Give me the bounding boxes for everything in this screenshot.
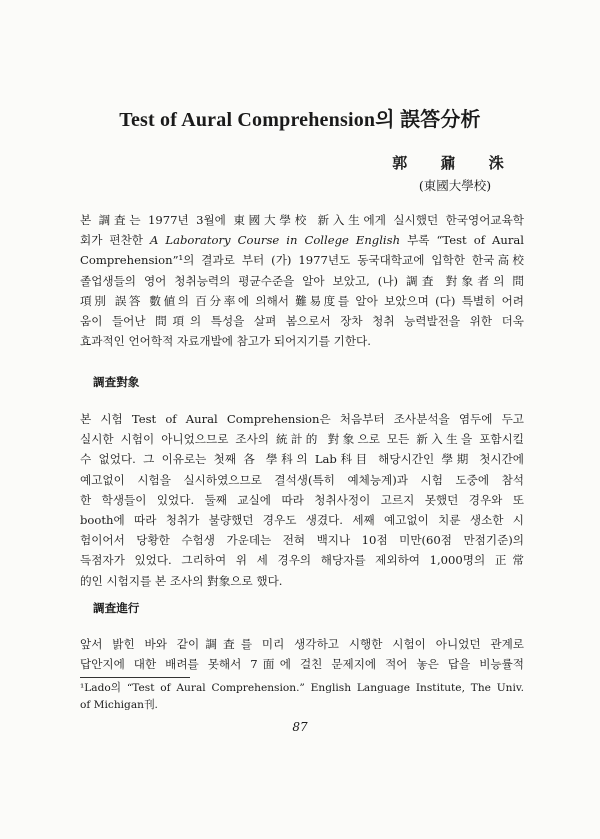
author-affiliation: (東國大學校) (418, 178, 492, 193)
section-paragraph (80, 409, 524, 591)
text-line: 실시한 시험이 아니었으므로 조사의 統計的 對象으로 모든 新入生을 포함시킬 (80, 432, 524, 447)
section-heading: 調査對象 (93, 375, 140, 389)
text-line: 회가 편찬한 A Laboratory Course in College English 부록 “Test of Aural (80, 233, 524, 248)
text-line: 수 없었다. 그 이유로는 첫째 各 學科의 Lab科目 해당시간인 學期 첫시간에 (80, 452, 524, 467)
author-name: 郭 鼐 洙 (392, 154, 518, 172)
text-line: 졸업생들의 영어 청취능력의 평균수준을 알아 보았고, (나) 調査 對象者의 問 (80, 273, 524, 288)
text-line: 項別 誤答 數値의 百分率에 의해서 難易度를 알아 보았으며 (다) 특별히 어려 (80, 293, 524, 308)
book-title: A Laboratory Course in College English (150, 233, 401, 248)
text-line: 득점자가 있었다. 그리하여 위 세 경우의 해당자를 제외하여 1,000명의 正常 (80, 553, 524, 568)
section-paragraph (80, 634, 524, 674)
text-line: 효과적인 언어학적 자료개발에 참고가 되어지기를 기한다. (80, 334, 371, 349)
intro-paragraph (80, 210, 524, 351)
text-line: 움이 들어난 問項의 특성을 살펴 봄으로서 장차 청취 능력발전을 위한 더욱 (80, 314, 524, 329)
text-line: Comprehension”¹의 결과로 부터 (가) 1977년도 동국대학교에 입학한 한국高校 (80, 253, 524, 268)
text-line: 的인 시험지를 본 조사의 對象으로 했다. (80, 573, 283, 588)
text-line: 앞서 밝힌 바와 같이調査를 미리 생각하고 시행한 시험이 아니었던 관계로 (80, 637, 524, 651)
text-line: 험이어서 당황한 수험생 가운데는 전혀 백지나 10점 미만(60점 만점기준)의 (80, 533, 524, 548)
text-line: 예고없이 시험을 실시하였으므로 결석생(특히 예체능계)과 시험 도중에 참석 (80, 472, 524, 487)
footnote (80, 680, 524, 713)
article-title: Test of Aural Comprehension의 誤答分析 (119, 109, 481, 131)
footnote-line: of Michigan刊. (80, 698, 158, 711)
text-line: booth에 따라 청취가 불량했던 경우도 생겼다. 세째 예고없이 치룬 생소한 시 (80, 513, 524, 528)
section-heading: 調査進行 (93, 601, 140, 615)
text-line: 본 시험 Test of Aural Comprehension은 처음부터 조사분석을 염두에 두고 (80, 412, 524, 426)
page-number: 87 (292, 720, 308, 734)
footnote-line: ¹Lado의 “Test of Aural Comprehension.” English Language Institute, The Univ. (80, 682, 524, 694)
text-line: 답안지에 대한 배려를 못해서 7面에 걸친 문제지에 적어 놓은 답을 비능률적 (80, 657, 524, 672)
text-line: 본 調査는 1977년 3월에 東國大學校 新入生에게 실시했던 한국영어교육학 (80, 213, 524, 227)
footnote-divider (80, 677, 190, 678)
text-line: 한 학생들이 있었다. 둘째 교실에 따라 청취사정이 고르지 못했던 경우와 또 (80, 492, 524, 507)
